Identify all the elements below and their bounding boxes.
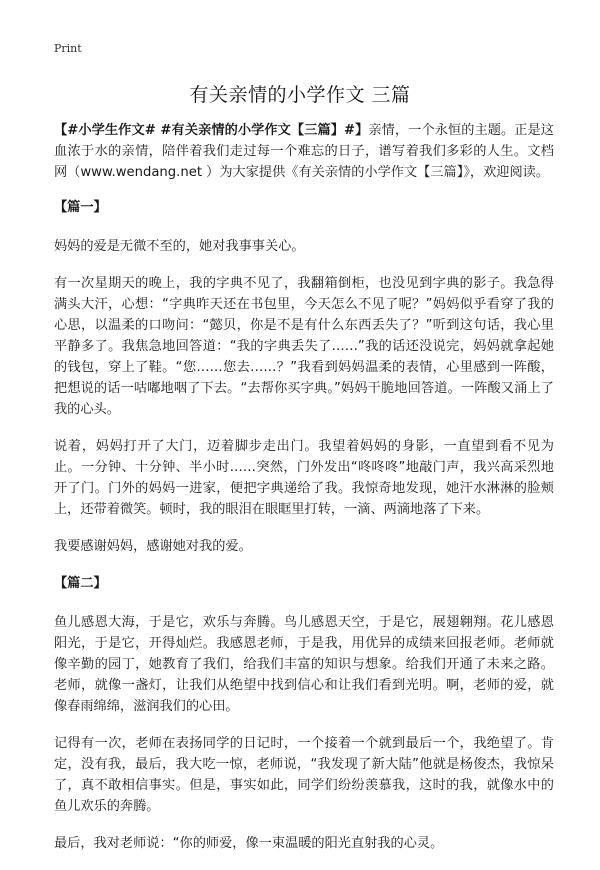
intro-text: 亲情，一个永恒的主题。正是这血浓于水的亲情，陪伴着我们走过每一个难忘的日子，谱写着我们多彩的人生。文档网（www.wendang.net ）为大家提供《有关亲情的小学作文【三篇】》，欢迎阅读。 (54, 123, 554, 180)
section1-paragraph-4: 我要感谢妈妈，感谢她对我的爱。 (54, 539, 252, 554)
page-title: 有关亲情的小学作文 三篇 (189, 84, 411, 106)
section2-paragraph-2: 记得有一次，老师在表扬同学的日记时，一个接着一个就到最后一个，我绝望了。肯定，没有我，最后，我大吃一惊，老师说，“我发现了新大陆”他就是杨俊杰，我惊呆了，真不敢相信事实。但是，事实如此，同学们纷纷羡慕我，这时的我，就像水中的鱼儿欢乐的奔腾。 (54, 736, 554, 814)
section1-paragraph-2: 有一次星期天的晚上，我的字典不见了，我翻箱倒柜，也没见到字典的影子。我急得满头大汗，心想：“字典昨天还在书包里，今天怎么不见了呢？”妈妈似乎看穿了我的心思，以温柔的口吻问：“懿贝，你是不是有什么东西丢失了？”听到这句话，我心里平静多了。我焦急地回答道：“我的字典丢失了……”我的话还没说完，妈妈就拿起她的钱包，穿上了鞋。“您……您去……？”我看到妈妈温柔的表情，心里感到一阵酸，把想说的话一咕嘟地咽了下去。“去帮你买字典。”妈妈干脆地回答道。一阵酸又涌上了我的心头。 (54, 276, 554, 417)
print-link[interactable]: Print (54, 42, 82, 55)
section-heading-1: 【篇一】 (54, 200, 107, 215)
section2-paragraph-3: 最后，我对老师说：“你的师爱，像一束温暖的阳光直射我的心灵。 (54, 836, 444, 851)
intro-tag: 【#小学生作文# #有关亲情的小学作文【三篇】#】 (54, 123, 369, 138)
article-body (54, 120, 554, 870)
section1-paragraph-3: 说着，妈妈打开了大门，迈着脚步走出门。我望着妈妈的身影，一直望到看不见为止。一分钟、十分钟、半小时……突然，门外发出“咚咚咚”地敲门声，我兴高采烈地开了门。门外的妈妈一进家，便把字典递给了我。我惊奇地发现，她汗水淋淋的脸颊上，还带着微笑。顿时，我的眼泪在眼眶里打转，一滴、两滴地落了下来。 (54, 439, 554, 517)
section2-paragraph-1: 鱼儿感恩大海，于是它，欢乐与奔腾。鸟儿感恩天空，于是它，展翅翱翔。花儿感恩阳光，于是它，开得灿烂。我感恩老师，于是我，用优异的成绩来回报老师。老师就像辛勤的园丁，她教育了我们，给我们丰富的知识与想象。给我们开通了未来之路。老师，就像一盏灯，让我们从绝望中找到信心和让我们看到光明。啊，老师的爱，就像春雨绵绵，滋润我们的心田。 (54, 615, 554, 714)
section-heading-2: 【篇二】 (54, 576, 107, 591)
intro-paragraph (54, 120, 554, 183)
section1-paragraph-1: 妈妈的爱是无微不至的，她对我事事关心。 (54, 239, 305, 254)
